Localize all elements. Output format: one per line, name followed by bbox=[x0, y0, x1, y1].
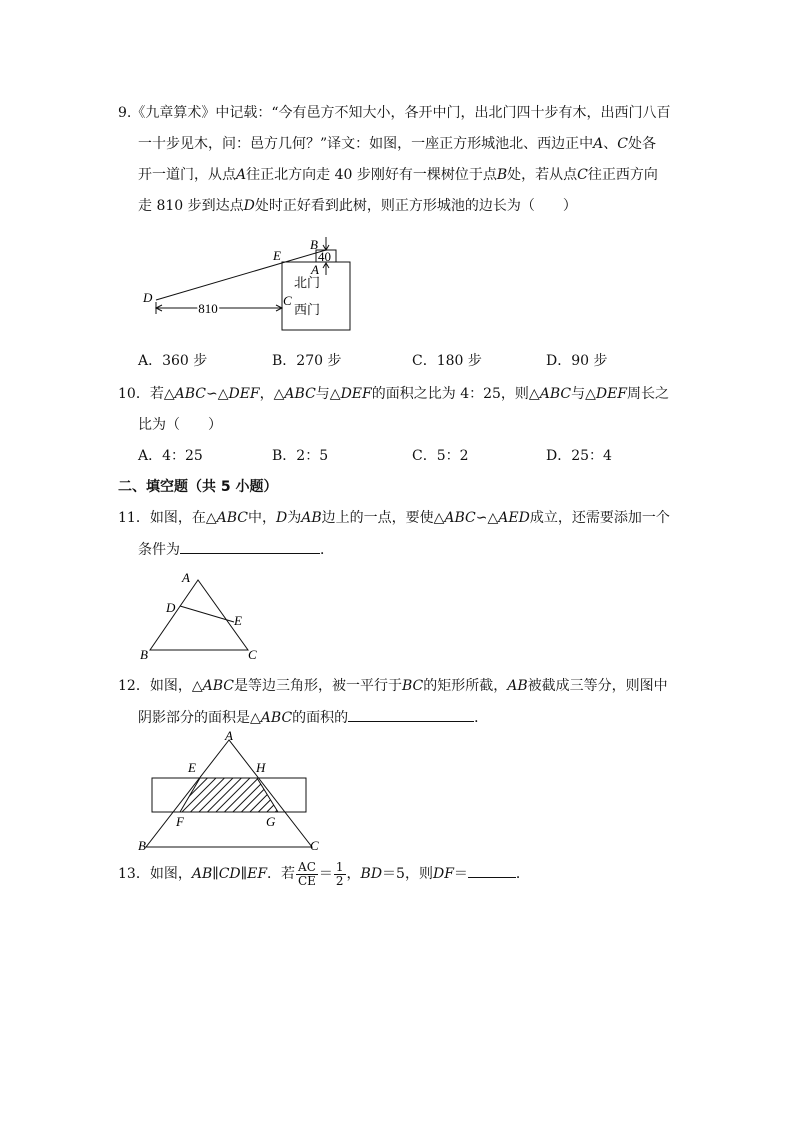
label-B: B bbox=[138, 838, 146, 853]
label-north-gate: 北门 bbox=[294, 275, 321, 290]
label-A: A bbox=[182, 570, 190, 585]
label-C: C bbox=[248, 647, 257, 662]
label-C: C bbox=[283, 293, 292, 308]
q10-line-1: 10．若△ABC∽△DEF，△ABC与△DEF的面积之比为 4：25，则△ABC与△DEF周长之 bbox=[118, 386, 670, 402]
q12-answer-blank[interactable] bbox=[348, 707, 474, 722]
label-B: B bbox=[310, 237, 318, 252]
shaded-region bbox=[180, 778, 278, 812]
label-C: C bbox=[310, 838, 319, 853]
q9-line-1: 9.《九章算术》中记载：“今有邑方不知大小，各开中门，出北门四十步有木，出西门八百 bbox=[118, 105, 671, 121]
label-G: G bbox=[266, 814, 276, 829]
q10-option-c[interactable]: C．5：2 bbox=[412, 448, 469, 464]
q12-line-2: 阴影部分的面积是△ABC的面积的 ． bbox=[138, 707, 488, 728]
q13-line-1: 13．如图，AB∥CD∥EF．若 $\frac{AC}{CE}$ ＝ $\frac{1}{2}$ ，BD＝5，则DF＝ ． bbox=[118, 859, 530, 888]
q12-figure bbox=[138, 728, 328, 853]
section-2-title: 二、填空题（共 5 小题） bbox=[118, 479, 278, 495]
label-E: E bbox=[234, 613, 242, 628]
label-west-gate: 西门 bbox=[294, 302, 321, 317]
label-E: E bbox=[188, 760, 196, 775]
q12-line-1: 12．如图，△ABC是等边三角形，被一平行于BC的矩形所截，AB被截成三等分，则图中 bbox=[118, 678, 668, 694]
label-A: A bbox=[225, 728, 233, 743]
label-E: E bbox=[273, 248, 281, 263]
fraction-one-half: $\frac{1}{2}$ bbox=[335, 859, 344, 888]
q10-option-b[interactable]: B．2：5 bbox=[272, 448, 329, 464]
segment-DE bbox=[180, 606, 234, 622]
q9-line-3: 开一道门，从点A往正北方向走 40 步刚好有一棵树位于点B处，若从点C往正西方向 bbox=[138, 167, 658, 183]
label-H: H bbox=[256, 760, 266, 775]
q11-line-2: 条件为 ． bbox=[138, 539, 334, 560]
label-D: D bbox=[166, 600, 176, 615]
q9-line-4: 走 810 步到达点D处时正好看到此树，则正方形城池的边长为（ ） bbox=[138, 198, 577, 214]
q13-answer-blank[interactable] bbox=[468, 863, 516, 878]
q11-answer-blank[interactable] bbox=[180, 539, 320, 554]
fraction-ac-ce: $\frac{AC}{CE}$ bbox=[297, 859, 316, 888]
label-810: 810 bbox=[198, 301, 218, 316]
q10-option-d[interactable]: D．25：4 bbox=[546, 448, 612, 464]
q10-line-2: 比为（ ） bbox=[138, 417, 222, 433]
q9-option-c[interactable]: C．180 步 bbox=[412, 353, 482, 369]
q10-option-a[interactable]: A．4：25 bbox=[138, 448, 203, 464]
q9-option-b[interactable]: B．270 步 bbox=[272, 353, 342, 369]
q9-option-d[interactable]: D．90 步 bbox=[546, 353, 608, 369]
label-A: A bbox=[311, 262, 319, 277]
q11-figure bbox=[138, 570, 268, 665]
q9-line-2: 一十步见木，问：邑方几何？”译文：如图，一座正方形城池北、西边正中A、C处各 bbox=[138, 136, 656, 152]
q9-figure bbox=[140, 232, 370, 342]
label-40: 40 bbox=[318, 249, 331, 264]
label-F: F bbox=[176, 814, 184, 829]
q9-option-a[interactable]: A．360 步 bbox=[138, 353, 208, 369]
label-B: B bbox=[140, 647, 148, 662]
q11-line-1: 11．如图，在△ABC中，D为AB边上的一点，要使△ABC∽△AED成立，还需要添加一个 bbox=[118, 510, 670, 526]
label-D: D bbox=[143, 290, 153, 305]
